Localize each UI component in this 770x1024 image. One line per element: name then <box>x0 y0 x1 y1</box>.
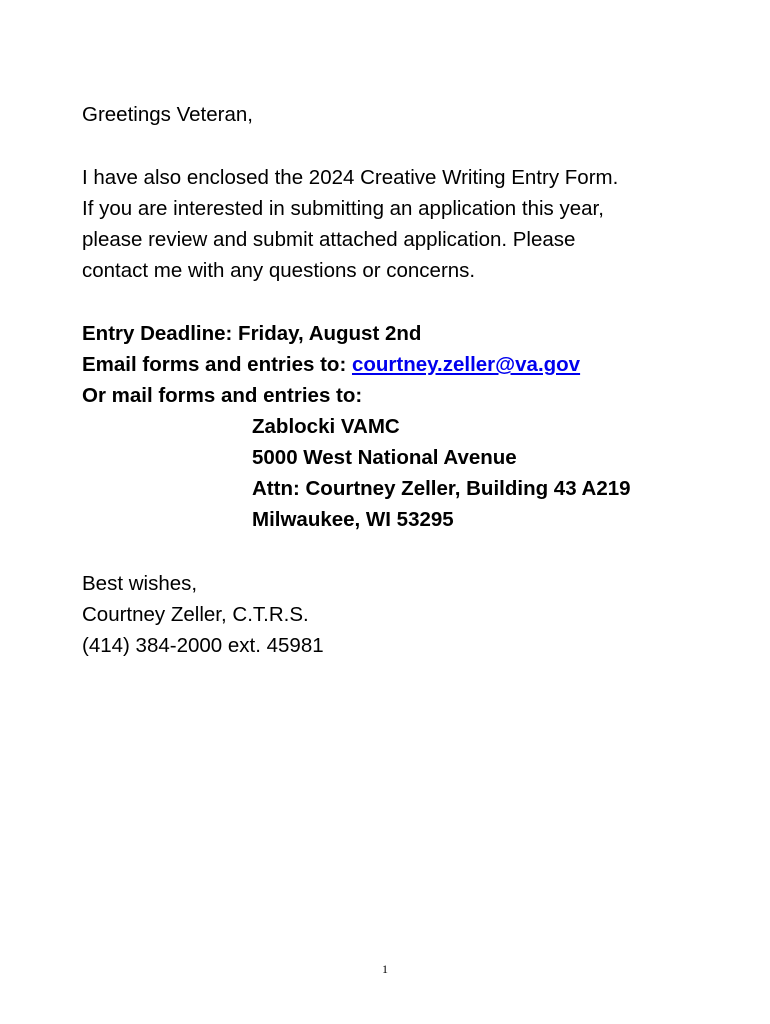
signer-name: Courtney Zeller, C.T.R.S. <box>82 603 309 626</box>
address-line: 5000 West National Avenue <box>252 446 517 469</box>
email-label: Email forms and entries to: <box>82 353 352 376</box>
email-link[interactable]: courtney.zeller@va.gov <box>351 353 581 376</box>
address-line: Milwaukee, WI 53295 <box>252 508 454 531</box>
intro-line: I have also enclosed the 2024 Creative Writing Entry Form. <box>82 166 619 189</box>
intro-line: contact me with any questions or concerns. <box>82 259 476 282</box>
signature-block <box>82 568 722 661</box>
address-line: Attn: Courtney Zeller, Building 43 A219 <box>252 477 631 500</box>
intro-paragraph <box>82 162 722 286</box>
mail-instruction: Or mail forms and entries to: <box>82 384 363 407</box>
signer-phone: (414) 384-2000 ext. 45981 <box>82 634 324 657</box>
closing-text: Best wishes, <box>82 572 198 595</box>
page-number: 1 <box>382 962 388 976</box>
greeting-text: Greetings Veteran, <box>82 103 253 126</box>
submission-details <box>82 318 722 535</box>
email-instruction <box>82 349 722 380</box>
greeting-block <box>82 99 722 130</box>
address-line: Zablocki VAMC <box>252 415 400 438</box>
intro-line: If you are interested in submitting an application this year, <box>82 197 604 220</box>
entry-deadline: Entry Deadline: Friday, August 2nd <box>82 322 422 345</box>
intro-line: please review and submit attached application. Please <box>82 228 576 251</box>
